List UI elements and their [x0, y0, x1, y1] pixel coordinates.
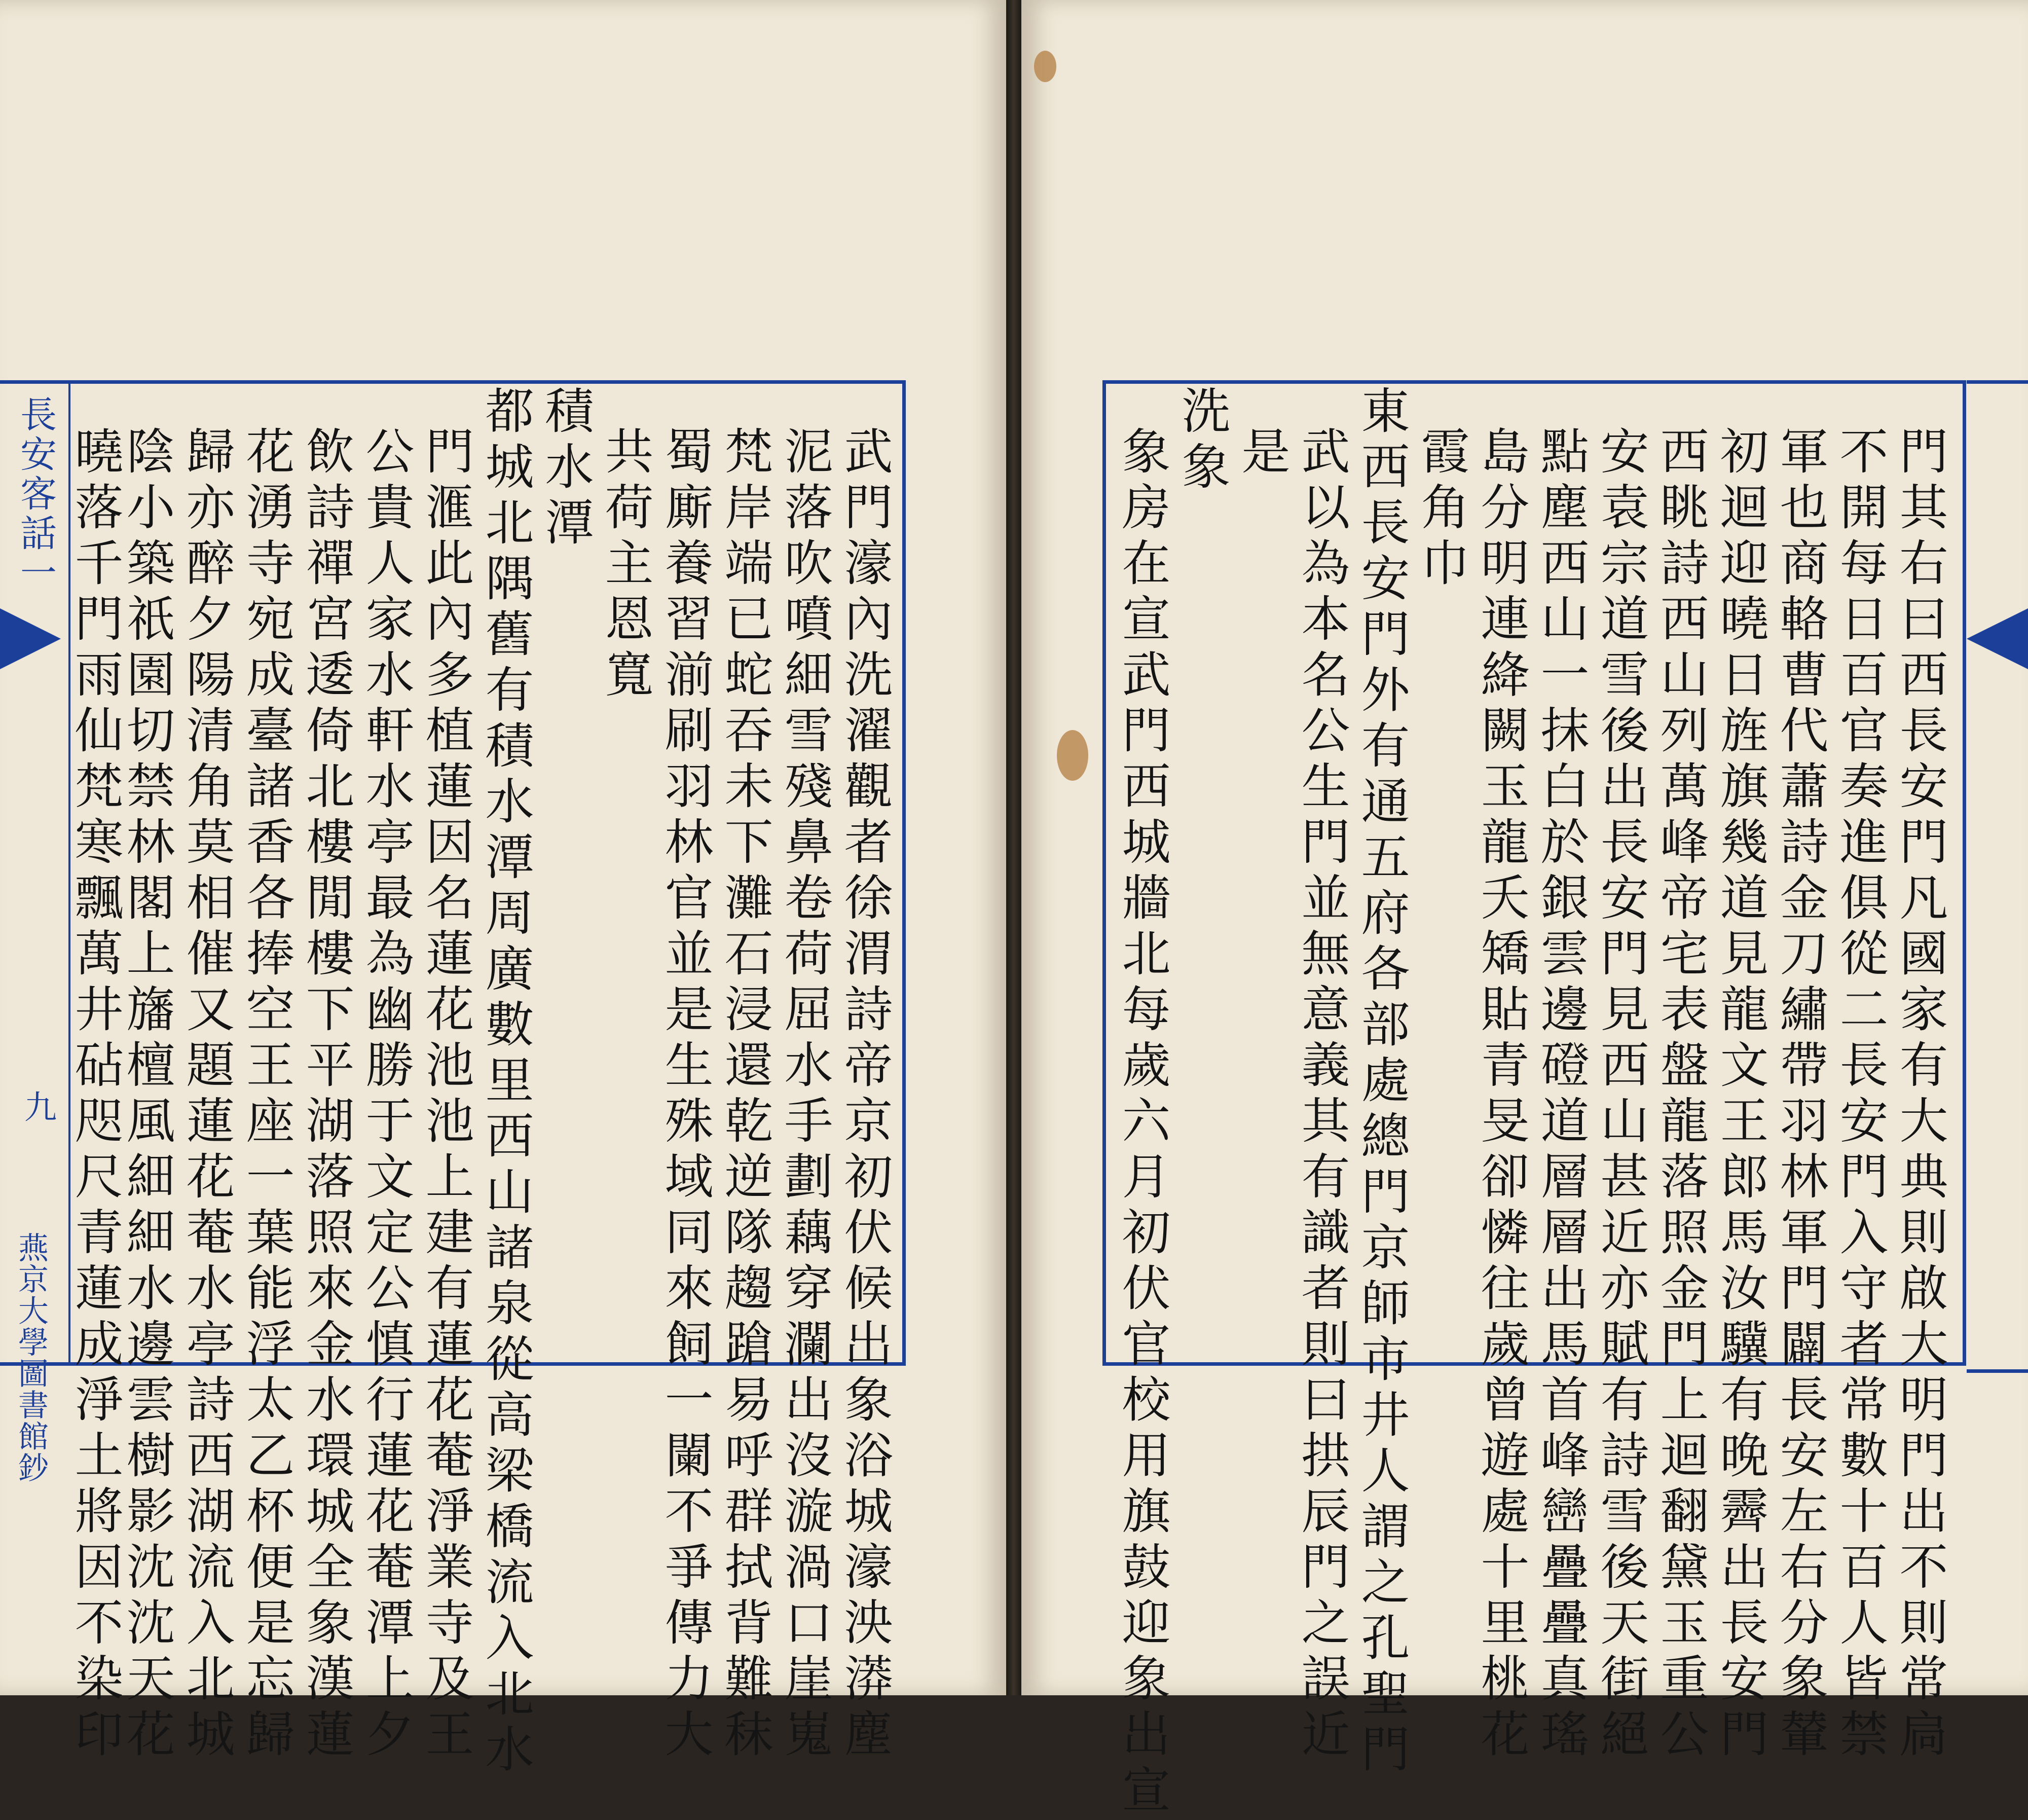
book-spine	[1006, 0, 1021, 1695]
text-column: 蜀廝養習湔刷羽林官並是生殊域同來飼一闌不爭傳力大	[657, 426, 714, 1764]
text-column: 門其右曰西長安門凡國家有大典則啟大明門出不則常扃	[1892, 426, 1948, 1764]
paper-stain	[1034, 51, 1056, 82]
text-column: 公貴人家水軒水亭最為幽勝于文定公慎行蓮花菴潭上夕	[358, 426, 415, 1764]
text-column: 西眺詩西山列萬峰帝宅表盤龍落照金門上迴翻黛玉重公	[1652, 426, 1709, 1764]
text-column: 飲詩禪宮逶倚北樓閒樓下平湖落照來金水環城全象漢蓮	[298, 426, 355, 1764]
library-stamp: 燕京大學圖書館鈔	[13, 1232, 49, 1483]
text-column: 武以為本名公生門並無意義其有識者則曰拱辰門之誤近	[1294, 426, 1350, 1764]
text-column: 都城北隅舊有積水潭周廣數里西山諸泉從高梁橋流入北水	[477, 385, 534, 1779]
text-column: 門滙此內多植蓮因名蓮花池池上建有蓮花菴淨業寺及王	[418, 426, 474, 1764]
text-column: 點塵西山一抹白於銀雲邊磴道層層出馬首峰巒疊疊真瑤	[1533, 426, 1590, 1764]
text-column: 泥落吹噴細雪殘鼻卷荷屈水手劃藕穿瀾出沒漩渦口崖嵬	[777, 426, 833, 1764]
section-heading: 洗象	[1174, 385, 1231, 497]
text-column: 象房在宣武門西城牆北每歲六月初伏官校用旗鼓迎象出宣	[1114, 426, 1171, 1820]
text-column: 是	[1234, 426, 1290, 482]
text-column: 共荷主恩寬	[597, 426, 654, 705]
text-column: 不開每日百官奏進俱從二長安門入守者常數十百人皆禁	[1832, 426, 1889, 1764]
text-column: 曉落千門雨仙梵寒飄萬井砧咫尺青蓮成淨土將因不染印	[67, 426, 124, 1764]
text-column: 安袁宗道雪後出長安門見西山甚近亦賦有詩雪後天街絕	[1593, 426, 1649, 1764]
text-column: 初迴迎曉日旌旗幾道見龍文王郎馬汝驥有晚霽出長安門	[1712, 426, 1769, 1764]
book-title-margin: 長安客話一	[14, 395, 57, 593]
fish-tail-ornament-left	[0, 608, 61, 669]
section-heading: 積水潭	[537, 385, 594, 553]
paper-stain	[1057, 730, 1088, 781]
text-column: 東西長安門外有通五府各部處總門京師市井人謂之孔聖門	[1353, 385, 1410, 1779]
fish-tail-ornament-right	[1967, 608, 2028, 669]
text-column: 花湧寺宛成臺諸香各捧空王座一葉能浮太乙杯便是忘歸	[238, 426, 295, 1764]
text-column: 島分明連絳闕玉龍夭矯貼青旻卻憐往歲曾遊處十里桃花	[1473, 426, 1530, 1764]
page-number: 九	[19, 1090, 56, 1125]
text-column: 歸亦醉夕陽清角莫相催又題蓮花菴水亭詩西湖流入北城	[178, 426, 235, 1764]
text-column: 梵岸端已蛇吞未下灘石浸還乾逆隊趨蹌易呼群拭背難秣	[717, 426, 773, 1764]
text-column: 霞角巾	[1413, 426, 1470, 593]
right-page-margin-frame	[1967, 380, 2028, 1373]
text-column: 陰小築祇園切禁林閣上旛檀風細細水邊雲樹影沈沈天花	[119, 426, 175, 1764]
text-column: 軍也商輅曹代蕭詩金刀繡帶羽林軍門闢長安左右分象輦	[1772, 426, 1829, 1764]
text-column: 武門濠內洗濯觀者徐渭詩帝京初伏候出象浴城濠泱漭塵	[836, 426, 893, 1764]
